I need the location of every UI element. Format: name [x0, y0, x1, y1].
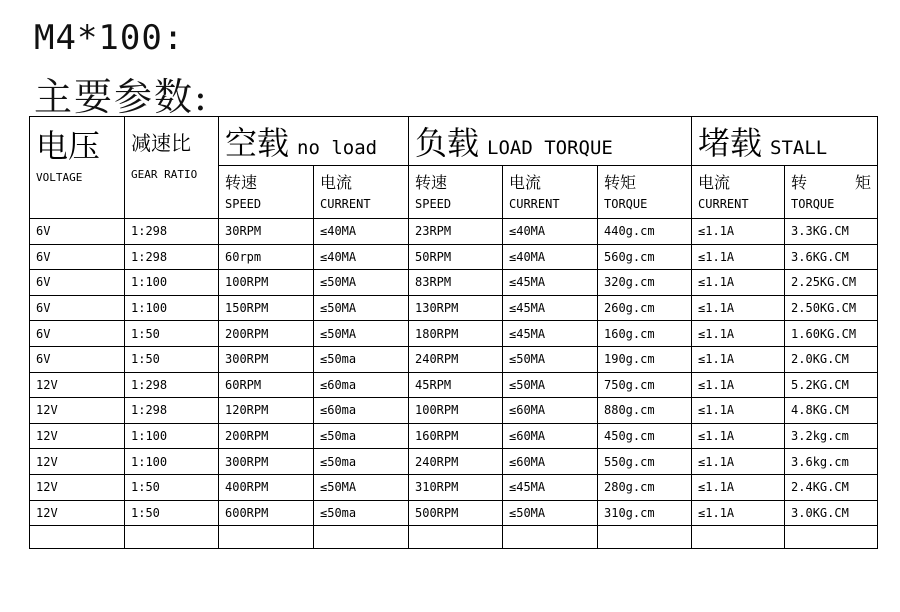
gear-ratio-cell: 1:50	[125, 321, 219, 347]
stall-torque-cell: 2.0KG.CM	[785, 346, 878, 372]
stall-torque-cell: 1.60KG.CM	[785, 321, 878, 347]
gear-ratio-cell: 1:50	[125, 500, 219, 526]
noload-speed-cell: 30RPM	[219, 219, 314, 245]
stall-torque-cell: 5.2KG.CM	[785, 372, 878, 398]
sub-en: CURRENT	[509, 197, 560, 211]
empty-cell	[409, 526, 503, 549]
empty-cell	[30, 526, 125, 549]
stall-current-cell: ≤1.1A	[692, 423, 785, 449]
gear-ratio-cell: 1:298	[125, 372, 219, 398]
load-current-cell: ≤40MA	[503, 219, 598, 245]
gear-ratio-cell: 1:298	[125, 398, 219, 424]
stall-current-cell: ≤1.1A	[692, 270, 785, 296]
table-row	[30, 295, 878, 321]
load-speed-cell: 160RPM	[409, 423, 503, 449]
voltage-cell: 6V	[30, 270, 125, 296]
noload-current-cell: ≤50ma	[314, 423, 409, 449]
load-speed-header	[409, 166, 503, 219]
load-speed-cell: 500RPM	[409, 500, 503, 526]
stall-torque-header	[785, 166, 878, 219]
voltage-cell: 6V	[30, 244, 125, 270]
gear-ratio-cell: 1:50	[125, 346, 219, 372]
voltage-cell: 12V	[30, 474, 125, 500]
noload-current-cell: ≤40MA	[314, 219, 409, 245]
voltage-header-en: VOLTAGE	[36, 171, 83, 184]
load-header-cn: 负载	[415, 124, 480, 162]
no-load-header-en: no load	[297, 137, 378, 159]
load-torque-cell: 550g.cm	[598, 449, 692, 475]
empty-cell	[219, 526, 314, 549]
empty-cell	[125, 526, 219, 549]
noload-current-cell: ≤60ma	[314, 398, 409, 424]
noload-current-cell: ≤50MA	[314, 295, 409, 321]
voltage-cell: 6V	[30, 321, 125, 347]
noload-current-header	[314, 166, 409, 219]
stall-header	[692, 117, 878, 166]
sub-en: CURRENT	[698, 197, 749, 211]
sub-cn: 转矩	[604, 173, 637, 192]
load-speed-cell: 100RPM	[409, 398, 503, 424]
stall-current-cell: ≤1.1A	[692, 321, 785, 347]
sub-cn: 电流	[509, 173, 542, 192]
stall-current-cell: ≤1.1A	[692, 449, 785, 475]
noload-current-cell: ≤50ma	[314, 346, 409, 372]
stall-torque-cell: 3.3KG.CM	[785, 219, 878, 245]
noload-current-cell: ≤50MA	[314, 474, 409, 500]
sub-cn	[791, 170, 871, 193]
load-current-cell: ≤60MA	[503, 398, 598, 424]
noload-speed-cell: 120RPM	[219, 398, 314, 424]
noload-speed-cell: 100RPM	[219, 270, 314, 296]
load-header-en: LOAD TORQUE	[487, 137, 613, 159]
load-header	[409, 117, 692, 166]
sub-en: SPEED	[225, 197, 262, 211]
voltage-cell: 12V	[30, 423, 125, 449]
stall-torque-cell: 3.2kg.cm	[785, 423, 878, 449]
stall-current-cell: ≤1.1A	[692, 398, 785, 424]
load-torque-cell: 440g.cm	[598, 219, 692, 245]
sub-cn: 转速	[225, 173, 258, 192]
load-torque-cell: 750g.cm	[598, 372, 692, 398]
table-row	[30, 423, 878, 449]
table-row	[30, 500, 878, 526]
noload-speed-cell: 60RPM	[219, 372, 314, 398]
empty-cell	[598, 526, 692, 549]
voltage-cell: 6V	[30, 346, 125, 372]
stall-current-cell: ≤1.1A	[692, 372, 785, 398]
load-speed-cell: 83RPM	[409, 270, 503, 296]
sub-en: TORQUE	[791, 197, 835, 211]
load-speed-cell: 45RPM	[409, 372, 503, 398]
load-current-cell: ≤45MA	[503, 270, 598, 296]
stall-header-en: STALL	[770, 137, 828, 159]
noload-current-cell: ≤50MA	[314, 270, 409, 296]
gear-ratio-cell: 1:298	[125, 219, 219, 245]
table-row	[30, 398, 878, 424]
load-speed-cell: 240RPM	[409, 346, 503, 372]
load-torque-cell: 880g.cm	[598, 398, 692, 424]
table-row	[30, 449, 878, 475]
table-row	[30, 244, 878, 270]
noload-current-cell: ≤50ma	[314, 449, 409, 475]
stall-current-cell: ≤1.1A	[692, 474, 785, 500]
load-speed-cell: 23RPM	[409, 219, 503, 245]
load-torque-cell: 310g.cm	[598, 500, 692, 526]
load-torque-cell: 260g.cm	[598, 295, 692, 321]
noload-speed-cell: 400RPM	[219, 474, 314, 500]
sub-cn: 电流	[698, 173, 731, 192]
empty-cell	[314, 526, 409, 549]
voltage-cell: 12V	[30, 372, 125, 398]
voltage-header-cn: 电压	[36, 127, 101, 165]
sub-cn: 电流	[320, 173, 353, 192]
stall-torque-cell: 3.6kg.cm	[785, 449, 878, 475]
stall-torque-cell: 3.0KG.CM	[785, 500, 878, 526]
stall-torque-cell: 2.4KG.CM	[785, 474, 878, 500]
stall-current-cell: ≤1.1A	[692, 295, 785, 321]
no-load-header-cn: 空载	[225, 124, 290, 162]
gear-ratio-header-cn: 减速比	[131, 131, 191, 155]
noload-speed-cell: 300RPM	[219, 346, 314, 372]
load-torque-cell: 450g.cm	[598, 423, 692, 449]
empty-cell	[785, 526, 878, 549]
empty-cell	[692, 526, 785, 549]
sub-en: TORQUE	[604, 197, 648, 211]
sub-cn-part: 转	[791, 173, 808, 192]
load-torque-cell: 320g.cm	[598, 270, 692, 296]
empty-cell	[503, 526, 598, 549]
gear-ratio-cell: 1:100	[125, 423, 219, 449]
noload-current-cell: ≤50MA	[314, 321, 409, 347]
gear-ratio-cell: 1:298	[125, 244, 219, 270]
gear-ratio-header-en: GEAR RATIO	[131, 168, 198, 181]
table-row	[30, 346, 878, 372]
sub-en: SPEED	[415, 197, 452, 211]
gear-ratio-cell: 1:100	[125, 270, 219, 296]
noload-speed-cell: 60rpm	[219, 244, 314, 270]
empty-row	[30, 526, 878, 549]
table-row	[30, 219, 878, 245]
stall-current-cell: ≤1.1A	[692, 500, 785, 526]
stall-torque-cell: 3.6KG.CM	[785, 244, 878, 270]
noload-current-cell: ≤60ma	[314, 372, 409, 398]
stall-torque-cell: 2.25KG.CM	[785, 270, 878, 296]
stall-torque-cell: 2.50KG.CM	[785, 295, 878, 321]
load-speed-cell: 310RPM	[409, 474, 503, 500]
load-current-cell: ≤45MA	[503, 321, 598, 347]
spec-table	[29, 116, 878, 549]
load-current-header	[503, 166, 598, 219]
table-row	[30, 321, 878, 347]
load-speed-cell: 240RPM	[409, 449, 503, 475]
load-current-cell: ≤50MA	[503, 372, 598, 398]
voltage-cell: 12V	[30, 398, 125, 424]
noload-speed-cell: 300RPM	[219, 449, 314, 475]
load-torque-cell: 190g.cm	[598, 346, 692, 372]
noload-speed-cell: 150RPM	[219, 295, 314, 321]
voltage-cell: 12V	[30, 449, 125, 475]
noload-current-cell: ≤50ma	[314, 500, 409, 526]
no-load-header	[219, 117, 409, 166]
voltage-cell: 6V	[30, 295, 125, 321]
stall-torque-cell: 4.8KG.CM	[785, 398, 878, 424]
load-current-cell: ≤40MA	[503, 244, 598, 270]
load-torque-cell: 280g.cm	[598, 474, 692, 500]
voltage-header	[30, 117, 125, 219]
stall-current-cell: ≤1.1A	[692, 219, 785, 245]
noload-current-cell: ≤40MA	[314, 244, 409, 270]
gear-ratio-cell: 1:50	[125, 474, 219, 500]
noload-speed-header	[219, 166, 314, 219]
load-current-cell: ≤60MA	[503, 449, 598, 475]
load-torque-header	[598, 166, 692, 219]
gear-ratio-cell: 1:100	[125, 449, 219, 475]
noload-speed-cell: 600RPM	[219, 500, 314, 526]
sub-cn-part: 矩	[855, 173, 872, 192]
load-speed-cell: 130RPM	[409, 295, 503, 321]
load-current-cell: ≤50MA	[503, 346, 598, 372]
sub-cn: 转速	[415, 173, 448, 192]
group-header-row	[30, 117, 878, 166]
params-title: 主要参数:	[34, 75, 209, 119]
load-speed-cell: 180RPM	[409, 321, 503, 347]
model-title: M4*100:	[34, 18, 185, 58]
noload-speed-cell: 200RPM	[219, 423, 314, 449]
load-current-cell: ≤50MA	[503, 500, 598, 526]
load-torque-cell: 160g.cm	[598, 321, 692, 347]
load-speed-cell: 50RPM	[409, 244, 503, 270]
table-row	[30, 270, 878, 296]
voltage-cell: 6V	[30, 219, 125, 245]
stall-header-cn: 堵载	[698, 124, 763, 162]
noload-speed-cell: 200RPM	[219, 321, 314, 347]
stall-current-header	[692, 166, 785, 219]
stall-current-cell: ≤1.1A	[692, 346, 785, 372]
gear-ratio-cell: 1:100	[125, 295, 219, 321]
sub-en: CURRENT	[320, 197, 371, 211]
load-torque-cell: 560g.cm	[598, 244, 692, 270]
stall-current-cell: ≤1.1A	[692, 244, 785, 270]
voltage-cell: 12V	[30, 500, 125, 526]
table-row	[30, 372, 878, 398]
load-current-cell: ≤45MA	[503, 474, 598, 500]
table-row	[30, 474, 878, 500]
load-current-cell: ≤60MA	[503, 423, 598, 449]
load-current-cell: ≤45MA	[503, 295, 598, 321]
gear-ratio-header	[125, 117, 219, 219]
